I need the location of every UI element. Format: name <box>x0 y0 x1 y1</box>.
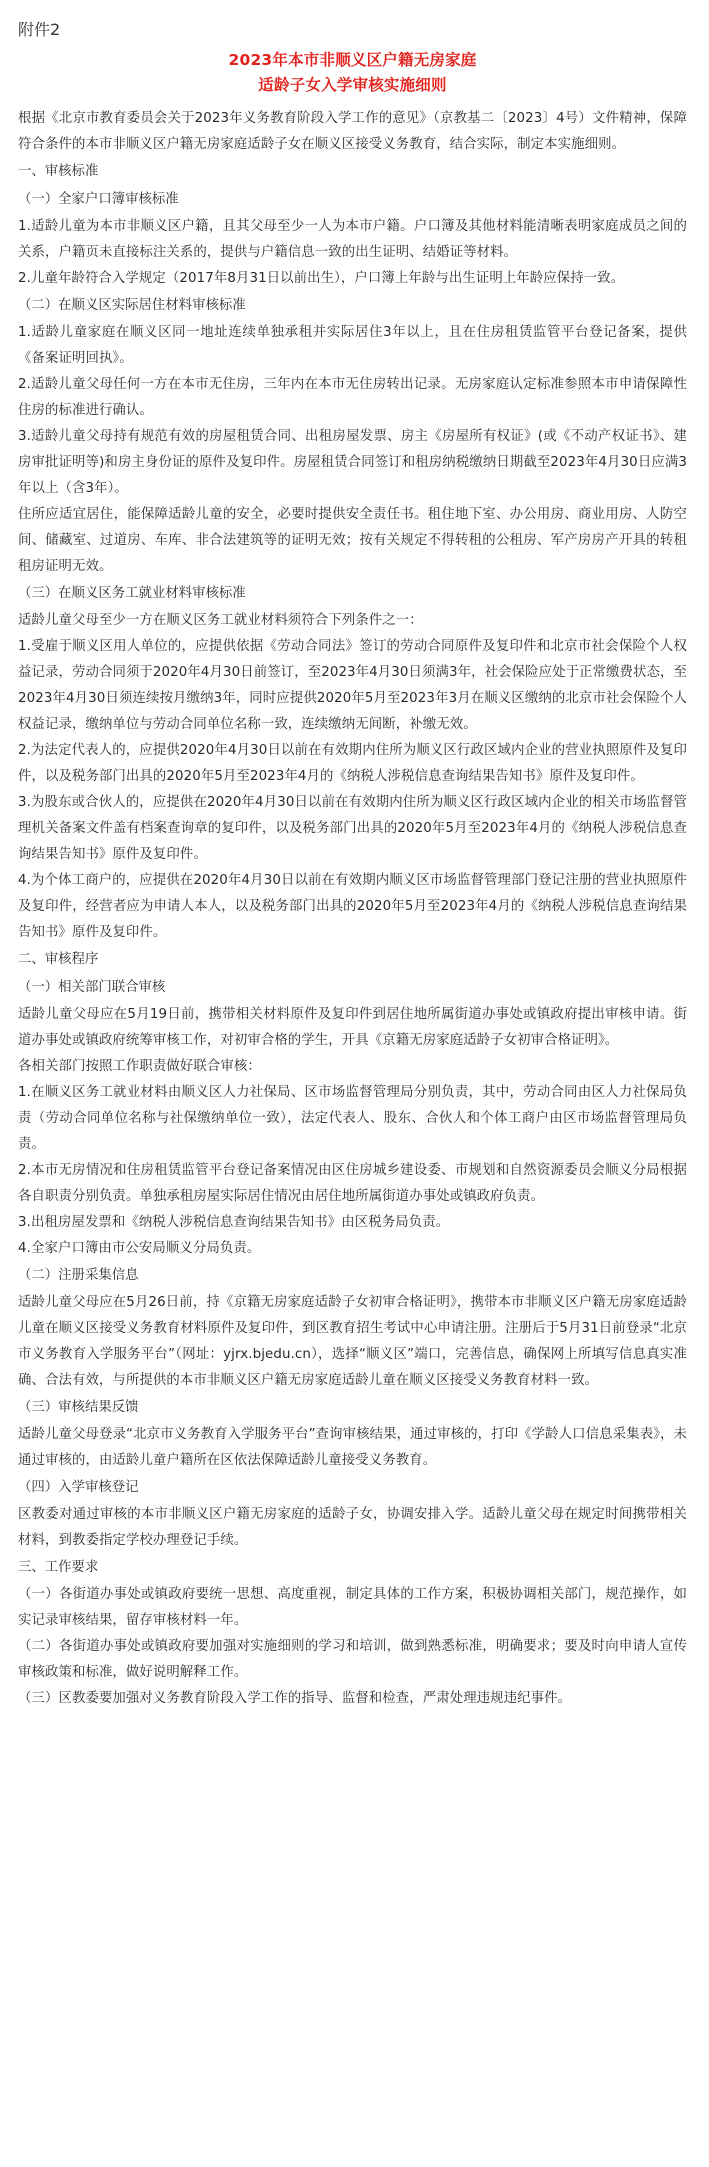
list-item: 2.本市无房情况和住房租赁监管平台登记备案情况由区住房城乡建设委、市规划和自然资源委员会顺义分局根据各自职责分别负责。单独承租房屋实际居住情况由居住地所属街道办事处或镇政府负责。 <box>18 1163 687 1204</box>
paragraph: 适龄儿童父母至少一方在顺义区务工就业材料须符合下列条件之一： <box>18 613 423 628</box>
subsection-heading: （一）相关部门联合审核 <box>18 980 166 995</box>
subsection-heading: （一）全家户口簿审核标准 <box>18 192 179 207</box>
attachment-label: 附件2 <box>18 20 61 39</box>
list-item: 1.在顺义区务工就业材料由顺义区人力社保局、区市场监督管理局分别负责，其中，劳动合同由区人力社保局负责（劳动合同单位名称与社保缴纳单位一致），法定代表人、股东、合伙人和个体工商户由区市场监督管理局负责。 <box>18 1085 687 1152</box>
paragraph: 适龄儿童父母应在5月19日前，携带相关材料原件及复印件到居住地所属街道办事处或镇政府提出审核申请。街道办事处或镇政府统筹审核工作，对初审合格的学生，开具《京籍无房家庭适龄子女初审合格证明》。 <box>18 1007 687 1048</box>
list-item: 2.儿童年龄符合入学规定（2017年8月31日以前出生），户口簿上年龄与出生证明上年龄应保持一致。 <box>18 271 625 286</box>
subsection-heading: （三）在顺义区务工就业材料审核标准 <box>18 586 246 601</box>
list-item: 1.适龄儿童家庭在顺义区同一地址连续单独承租并实际居住3年以上，且在住房租赁监管平台登记备案，提供《备案证明回执》。 <box>18 325 687 366</box>
subsection-heading: （三）审核结果反馈 <box>18 1400 139 1415</box>
section-heading: 三、工作要求 <box>18 1560 99 1575</box>
list-item: （二）各街道办事处或镇政府要加强对实施细则的学习和培训，做到熟悉标准，明确要求；要及时向申请人宣传审核政策和标准，做好说明解释工作。 <box>18 1639 687 1680</box>
intro-paragraph: 根据《北京市教育委员会关于2023年义务教育阶段入学工作的意见》（京教基二〔2023〕4号）文件精神，保障符合条件的本市非顺义区户籍无房家庭适龄子女在顺义区接受义务教育，结合实际，制定本实施细则。 <box>18 111 687 152</box>
section-heading: 二、审核程序 <box>18 952 99 967</box>
paragraph: 适龄儿童父母应在5月26日前，持《京籍无房家庭适龄子女初审合格证明》，携带本市非顺义区户籍无房家庭适龄儿童在顺义区接受义务教育材料原件及复印件，到区教育招生考试中心申请注册。注册后于5月31日前登录“北京市义务教育入学服务平台”（网址：yjrx.bjedu.cn），选择“顺义区”端口，完善信息，确保网上所填写信息真实准确、合法有效，与所提供的本市非顺义区户籍无房家庭适龄儿童在顺义区接受义务教育材料一致。 <box>18 1295 687 1388</box>
list-item: 3.为股东或合伙人的，应提供在2020年4月30日以前在有效期内住所为顺义区行政区域内企业的相关市场监督管理机关备案文件盖有档案查询章的复印件，以及税务部门出具的2020年5月至2023年4月的《纳税人涉税信息查询结果告知书》原件及复印件。 <box>18 795 687 862</box>
list-item: 4.全家户口簿由市公安局顺义分局负责。 <box>18 1241 261 1256</box>
subsection-heading: （二）注册采集信息 <box>18 1268 139 1283</box>
list-item: 2.为法定代表人的，应提供2020年4月30日以前在有效期内住所为顺义区行政区域内企业的营业执照原件及复印件，以及税务部门出具的2020年5月至2023年4月的《纳税人涉税信息查询结果告知书》原件及复印件。 <box>18 743 687 784</box>
list-item: （三）区教委要加强对义务教育阶段入学工作的指导、监督和检查，严肃处理违规违纪事件。 <box>18 1691 572 1706</box>
list-item: 1.适龄儿童为本市非顺义区户籍，且其父母至少一人为本市户籍。户口簿及其他材料能清晰表明家庭成员之间的关系，户籍页未直接标注关系的，提供与户籍信息一致的出生证明、结婚证等材料。 <box>18 219 687 260</box>
title-line-2: 适龄子女入学审核实施细则 <box>258 76 447 94</box>
list-item: 2.适龄儿童父母任何一方在本市无住房，三年内在本市无住房转出记录。无房家庭认定标准参照本市申请保障性住房的标准进行确认。 <box>18 377 687 418</box>
list-item: 住所应适宜居住，能保障适龄儿童的安全，必要时提供安全责任书。租住地下室、办公用房、商业用房、人防空间、储藏室、过道房、车库、非合法建筑等的证明无效；按有关规定不得转租的公租房、军产房房产开具的转租租房证明无效。 <box>18 507 687 574</box>
subsection-heading: （四）入学审核登记 <box>18 1480 139 1495</box>
subsection-heading: （二）在顺义区实际居住材料审核标准 <box>18 298 246 313</box>
paragraph: 区教委对通过审核的本市非顺义区户籍无房家庭的适龄子女，协调安排入学。适龄儿童父母在规定时间携带相关材料，到教委指定学校办理登记手续。 <box>18 1507 687 1548</box>
title-line-1: 2023年本市非顺义区户籍无房家庭 <box>228 51 477 69</box>
section-heading: 一、审核标准 <box>18 164 99 179</box>
list-item: 3.出租房屋发票和《纳税人涉税信息查询结果告知书》由区税务局负责。 <box>18 1215 450 1230</box>
paragraph: 各相关部门按照工作职责做好联合审核： <box>18 1059 261 1074</box>
list-item: 4.为个体工商户的，应提供在2020年4月30日以前在有效期内顺义区市场监督管理部门登记注册的营业执照原件及复印件，经营者应为申请人本人，以及税务部门出具的2020年5月至2023年4月的《纳税人涉税信息查询结果告知书》原件及复印件。 <box>18 873 687 940</box>
paragraph: 适龄儿童父母登录“北京市义务教育入学服务平台”查询审核结果，通过审核的，打印《学龄人口信息采集表》，未通过审核的，由适龄儿童户籍所在区依法保障适龄儿童接受义务教育。 <box>18 1427 687 1468</box>
document-title <box>18 48 687 98</box>
list-item: 1.受雇于顺义区用人单位的，应提供依据《劳动合同法》签订的劳动合同原件及复印件和北京市社会保险个人权益记录，劳动合同须于2020年4月30日前签订，至2023年4月30日须满3年，社会保险应处于正常缴费状态，至2023年4月30日须连续按月缴纳3年，同时应提供2020年5月至2023年3月在顺义区缴纳的北京市社会保险个人权益记录，缴纳单位与劳动合同单位名称一致，连续缴纳无间断，补缴无效。 <box>18 639 687 732</box>
list-item: （一）各街道办事处或镇政府要统一思想、高度重视，制定具体的工作方案，积极协调相关部门，规范操作，如实记录审核结果，留存审核材料一年。 <box>18 1587 687 1628</box>
list-item: 3.适龄儿童父母持有规范有效的房屋租赁合同、出租房屋发票、房主《房屋所有权证》(或《不动产权证书》、建房审批证明等)和房主身份证的原件及复印件。房屋租赁合同签订和租房纳税缴纳日期截至2023年4月30日应满3年以上（含3年）。 <box>18 429 687 496</box>
